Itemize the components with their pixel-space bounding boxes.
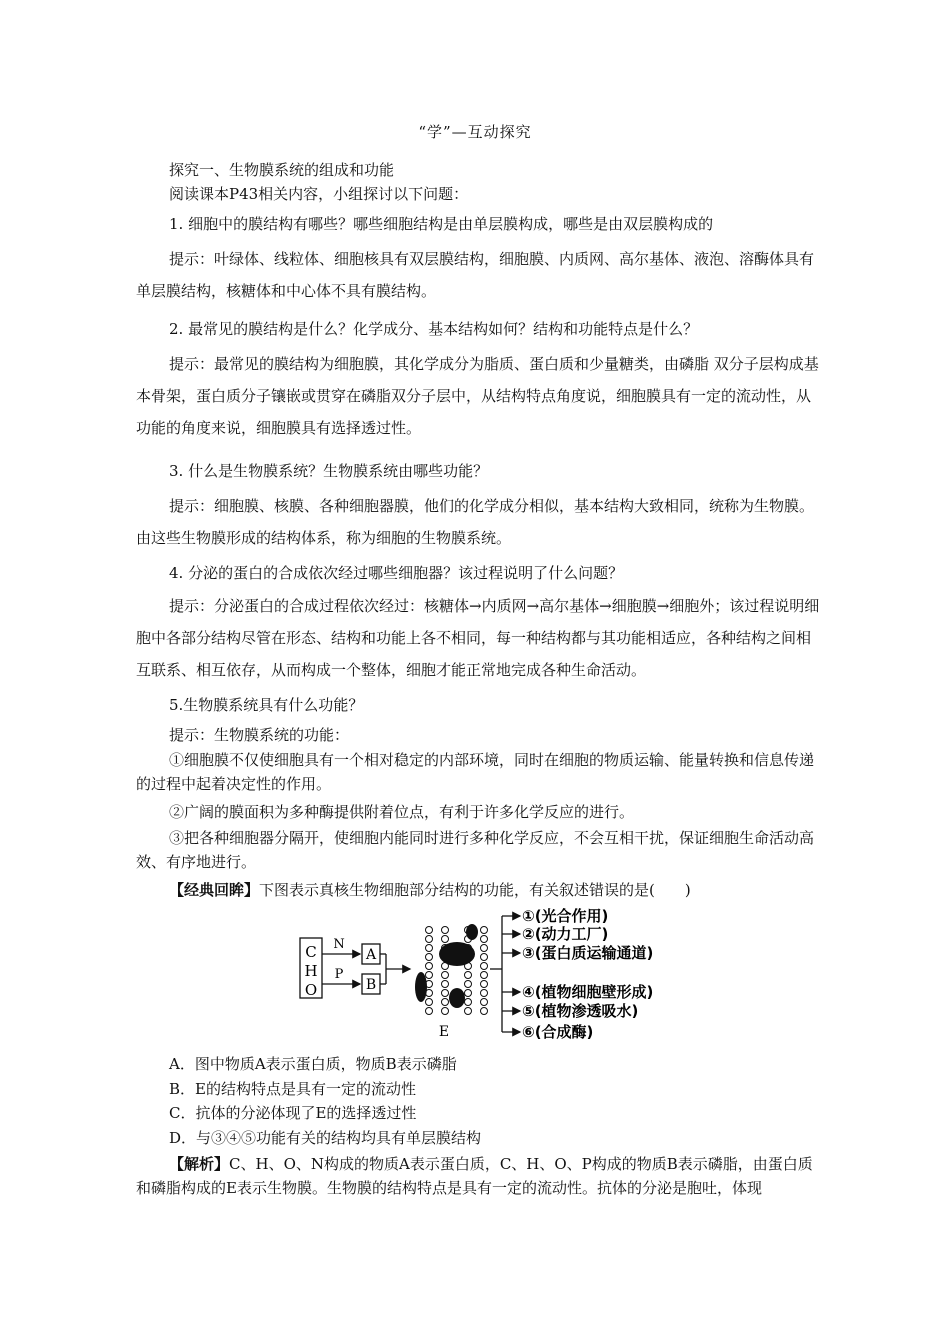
option-a: A．图中物质A表示蛋白质，物质B表示磷脂 bbox=[169, 1055, 457, 1073]
answer-5-item-3: ③把各种细胞器分隔开，使细胞内能同时进行多种化学反应，不会互相干扰，保证细胞生命活动高效、有序地进行。 bbox=[136, 829, 815, 871]
function-5: ⑤(植物渗透吸水) bbox=[522, 1002, 639, 1020]
function-2: ②(动力工厂) bbox=[522, 925, 609, 943]
cell-structure-diagram bbox=[292, 902, 692, 1044]
box-a-label: A bbox=[365, 947, 377, 963]
box-b-label: B bbox=[365, 977, 377, 993]
function-6: ⑥(合成酶) bbox=[522, 1023, 594, 1041]
option-b: B．E的结构特点是具有一定的流动性 bbox=[169, 1080, 416, 1098]
element-o: O bbox=[304, 981, 318, 999]
membrane-icon bbox=[415, 924, 488, 1015]
example-label: 【经典回眸】 bbox=[169, 881, 260, 899]
function-4: ④(植物细胞壁形成) bbox=[522, 983, 654, 1001]
answer-2: 提示：最常见的膜结构为细胞膜，其化学成分为脂质、蛋白质和少量糖类，由磷脂 双分子层构成基本骨架，蛋白质分子镶嵌或贯穿在磷脂双分子层中，从结构特点角度说，细胞膜具有一定的流动性，从功能的角度来说，细胞膜具有选择透过性。 bbox=[136, 355, 819, 437]
analysis-label: 【解析】 bbox=[169, 1155, 230, 1173]
question-4: 4. 分泌的蛋白的合成依次经过哪些细胞器？该过程说明了什么问题？ bbox=[169, 564, 624, 582]
n-label: N bbox=[333, 937, 345, 952]
answer-1: 提示：叶绿体、线粒体、细胞核具有双层膜结构，细胞膜、内质网、高尔基体、液泡、溶酶体具有单层膜结构，核糖体和中心体不具有膜结构。 bbox=[136, 250, 815, 300]
answer-5-item-1: ①细胞膜不仅使细胞具有一个相对稳定的内部环境，同时在细胞的物质运输、能量转换和信息传递的过程中起着决定性的作用。 bbox=[136, 751, 815, 793]
question-2: 2. 最常见的膜结构是什么？化学成分、基本结构如何？结构和功能特点是什么？ bbox=[169, 320, 699, 338]
answer-5-item-2: ②广阔的膜面积为多种酶提供附着位点，有利于许多化学反应的进行。 bbox=[169, 803, 635, 821]
function-1: ①(光合作用) bbox=[522, 907, 609, 925]
intro-text: 阅读课本P43相关内容，小组探讨以下问题： bbox=[169, 185, 469, 203]
example-text: 下图表示真核生物细胞部分结构的功能，有关叙述错误的是( ) bbox=[259, 881, 691, 899]
question-5: 5.生物膜系统具有什么功能？ bbox=[169, 696, 364, 714]
answer-4: 提示：分泌蛋白的合成过程依次经过：核糖体→内质网→高尔基体→细胞膜→细胞外；该过程说明细胞中各部分结构尽管在形态、结构和功能上各不相同，每一种结构都与其功能相适应，各种结构之间相互联系、相互依存，从而构成一个整体，细胞才能正常地完成各种生命活动。 bbox=[136, 597, 820, 679]
option-c: C．抗体的分泌体现了E的选择透过性 bbox=[169, 1104, 417, 1122]
question-1: 1. 细胞中的膜结构有哪些？哪些细胞结构是由单层膜构成，哪些是由双层膜构成的 bbox=[169, 215, 714, 233]
answer-3: 提示：细胞膜、核膜、各种细胞器膜，他们的化学成分相似，基本结构大致相同，统称为生物膜。由这些生物膜形成的结构体系，称为细胞的生物膜系统。 bbox=[136, 497, 815, 547]
e-label: E bbox=[438, 1024, 450, 1040]
p-label: P bbox=[334, 967, 344, 982]
element-h: H bbox=[304, 962, 318, 980]
example-question bbox=[136, 878, 821, 902]
question-3: 3. 什么是生物膜系统？生物膜系统由哪些功能？ bbox=[169, 462, 489, 480]
page-title: “学”—互动探究 bbox=[418, 123, 532, 141]
element-c: C bbox=[305, 943, 317, 961]
analysis bbox=[136, 1152, 821, 1200]
option-d: D．与③④⑤功能有关的结构均具有单层膜结构 bbox=[169, 1129, 482, 1147]
answer-5-intro: 提示：生物膜系统的功能： bbox=[169, 726, 350, 744]
function-3: ③(蛋白质运输通道) bbox=[522, 944, 654, 962]
section-heading: 探究一、生物膜系统的组成和功能 bbox=[169, 161, 395, 179]
analysis-text: C、H、O、N构成的物质A表示蛋白质，C、H、O、P构成的物质B表示磷脂，由蛋白质和磷脂构成的E表示生物膜。生物膜的结构特点是具有一定的流动性。抗体的分泌是胞吐，体现 bbox=[136, 1155, 813, 1197]
